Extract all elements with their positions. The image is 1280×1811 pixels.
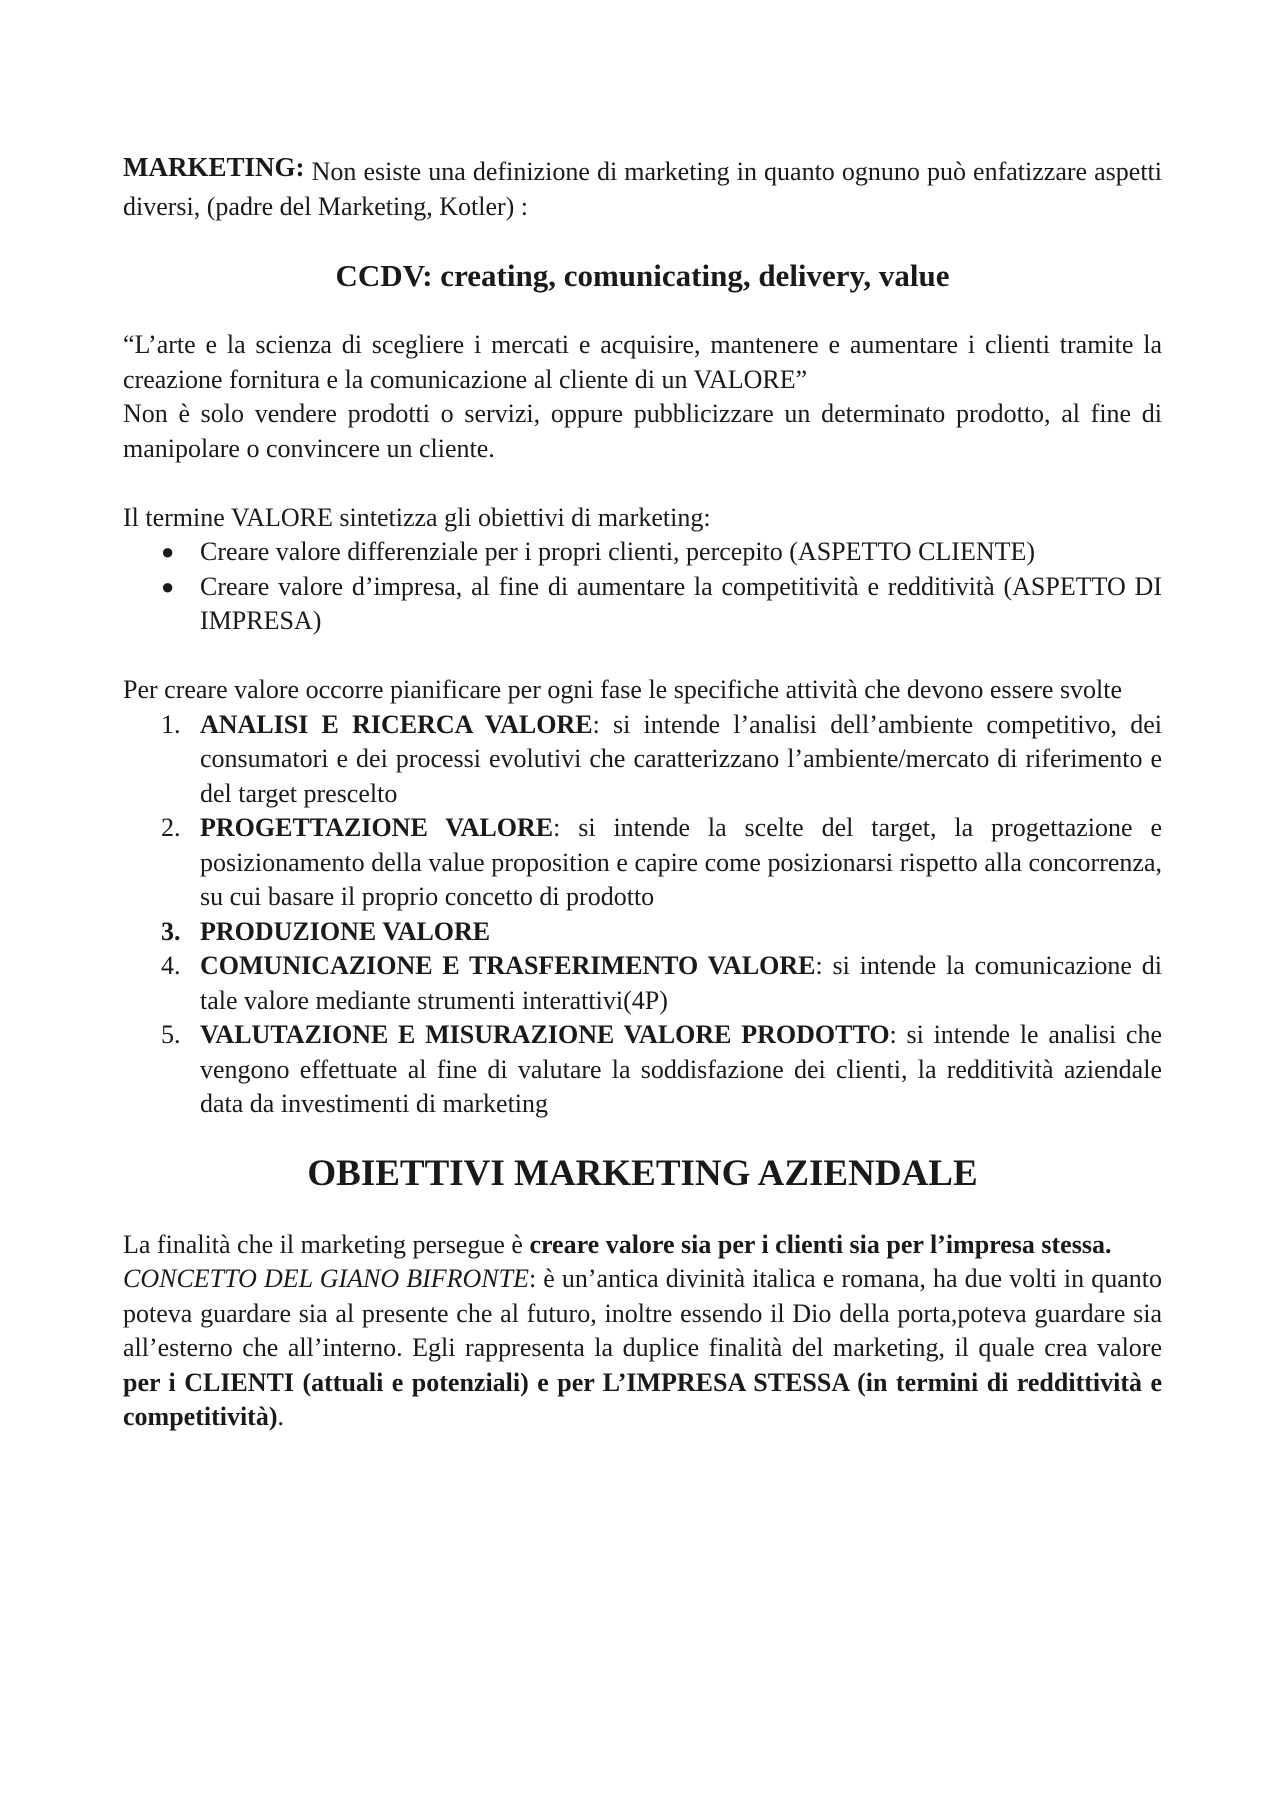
list-item [161,708,1162,812]
bullet-icon: ● [161,573,175,599]
giano-end: . [277,1402,285,1431]
spacer [123,639,1162,674]
finalita-text: La finalità che il marketing persegue è [123,1229,530,1259]
giano-bold: per i CLIENTI (attuali e potenziali) e per L’IMPRESA STESSA (in termini di reddittività e competitività) [123,1367,1162,1431]
list-item [161,1018,1162,1122]
document-page [123,150,1162,1435]
giano-text: : è un’antica divinità italica e romana, ha due volti in quanto poteva guardare sia al presente che al futuro, inoltre essendo il Dio della porta,poteva guardare sia all’esterno che all’interno. Egli rappresenta la duplice finalità del marketing, il quale crea valore [123,1264,1162,1362]
bullet-list [123,535,1162,639]
intro-text: Non esiste una definizione di marketing in quanto ognuno può enfatizzare aspetti diversi, (padre del Marketing, Kotler) : [123,157,1163,221]
list-item [161,570,1162,639]
intro-label: MARKETING: [123,152,305,182]
finalita-bold: creare valore sia per i clienti sia per l’impresa stessa. [529,1229,1112,1259]
list-item [161,915,1162,950]
step-number: 5. [161,1020,181,1049]
bullet-icon: ● [161,539,175,564]
list-item [161,949,1162,1018]
step-text: : si intende l’analisi dell’ambiente competitivo, dei consumatori e dei processi evolutivi che caratterizzano l’ambiente/mercato di riferimento e del target prescelto [200,709,1162,808]
valore-intro: Il termine VALORE sintetizza gli obiettivi di marketing: [123,502,711,532]
giano-paragraph [123,1262,1162,1435]
step-number: 1. [161,709,181,739]
quote-paragraph: “L’arte e la scienza di scegliere i mercati e acquisire, mantenere e aumentare i clienti tramite la creazione fornitura e la comunicazione al cliente di un VALORE” [123,330,1162,394]
list-item [161,535,1162,570]
step-number: 4. [161,951,181,980]
plan-intro: Per creare valore occorre pianificare per ogni fase le specifiche attività che devono essere svolte [123,675,1123,704]
finalita-paragraph [123,1228,1162,1263]
step-text: : si intende la scelte del target, la progettazione e posizionamento della value proposition e capire come posizionarsi rispetto alla concorrenza, su cui basare il proprio concetto di prodotto [200,813,1162,911]
not-only-paragraph: Non è solo vendere prodotti o servizi, oppure pubblicizzare un determinato prodotto, al fine di manipolare o convincere un cliente. [123,399,1162,463]
step-number: 3. [161,916,181,946]
step-title: VALUTAZIONE E MISURAZIONE VALORE PRODOTTO [200,1020,890,1049]
spacer [123,466,1162,501]
step-title: ANALISI E RICERCA VALORE [200,709,593,739]
step-title: COMUNICAZIONE E TRASFERIMENTO VALORE [200,951,816,980]
heading-ccdv: CCDV: creating, comunicating, delivery, value [335,258,950,293]
step-title: PROGETTAZIONE VALORE [200,813,554,842]
step-number: 2. [161,813,181,842]
step-text: : si intende le analisi che vengono effettuate al fine di valutare la soddisfazione dei clienti, la redditività aziendale data da investimenti di marketing [200,1020,1162,1118]
step-text: : si intende la comunicazione di tale valore mediante strumenti interattivi(4P) [200,951,1162,1015]
bullet-text: Creare valore d’impresa, al fine di aumentare la competitività e redditività (ASPETTO DI IMPRESA) [200,571,1162,635]
list-item [161,811,1162,915]
giano-title: CONCETTO DEL GIANO BIFRONTE [123,1264,529,1293]
heading-obiettivi: OBIETTIVI MARKETING AZIENDALE [307,1152,978,1194]
bullet-text: Creare valore differenziale per i propri clienti, percepito (ASPETTO CLIENTE) [200,537,1036,566]
intro-paragraph [123,150,1162,224]
numbered-list [123,708,1162,1122]
step-title: PRODUZIONE VALORE [200,916,491,946]
